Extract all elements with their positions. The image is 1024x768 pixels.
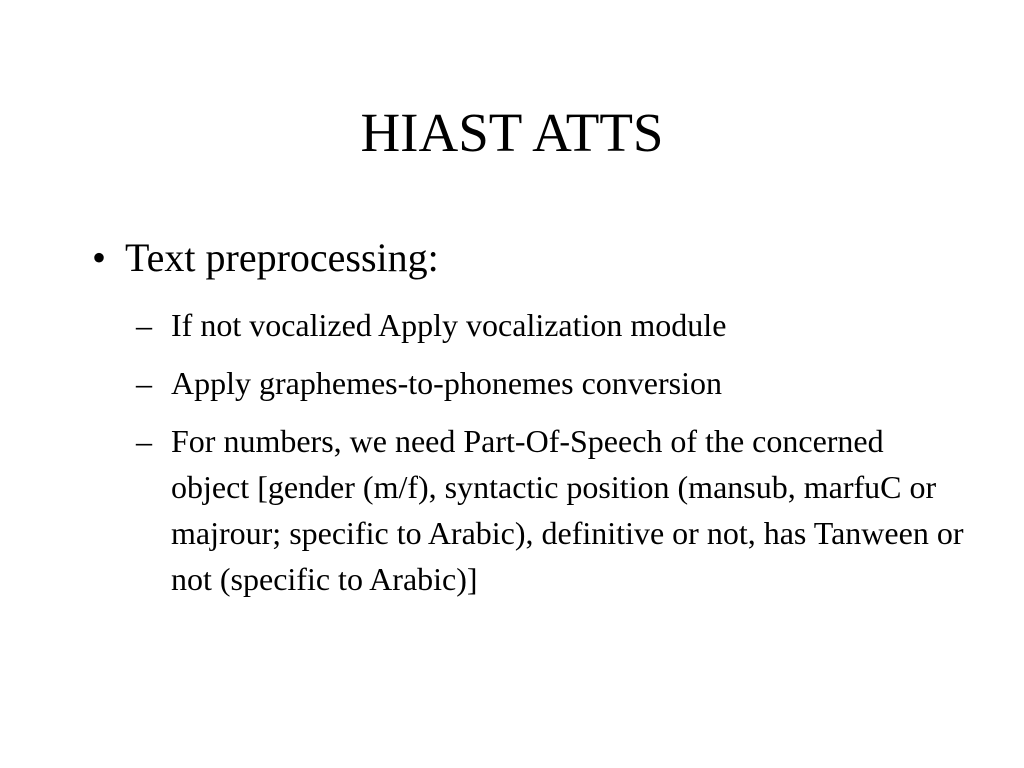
dash-marker: –	[136, 423, 152, 459]
bullet-item-text-preprocessing	[92, 232, 439, 284]
slide-title: HIAST ATTS	[360, 102, 664, 163]
dash-marker: –	[136, 307, 152, 343]
sub-bullet-item-vocalization	[136, 302, 966, 348]
sub-bullet-text: Apply graphemes-to-phonemes conversion	[171, 365, 722, 401]
sub-bullet-item-numbers	[136, 418, 966, 602]
sub-bullet-list	[136, 302, 966, 614]
sub-bullet-text: If not vocalized Apply vocalization module	[171, 307, 727, 343]
bullet-marker: •	[92, 235, 107, 280]
sub-bullet-text: For numbers, we need Part-Of-Speech of the concerned object [gender (m/f), syntactic position (mansub, marfuC or majrour; specific to Arabic), definitive or not, has Tanween or not (specific to Arabic)]	[171, 423, 964, 597]
sub-bullet-item-graphemes	[136, 360, 966, 406]
bullet-text: Text preprocessing:	[125, 235, 439, 280]
dash-marker: –	[136, 365, 152, 401]
